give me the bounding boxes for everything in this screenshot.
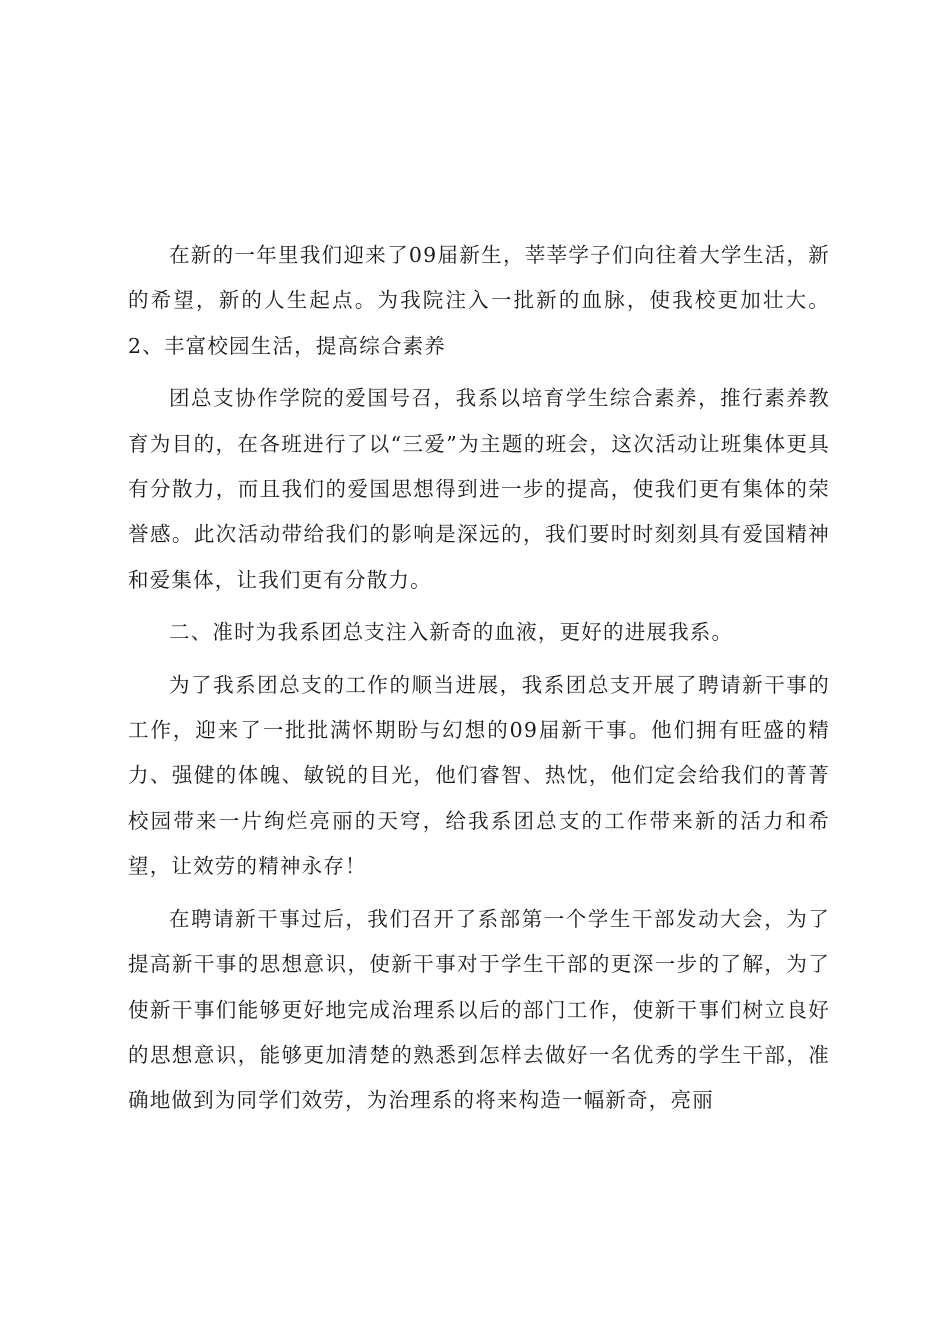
paragraph-new-students: 在新的一年里我们迎来了09届新生，莘莘学子们向往着大学生活，新的希望，新的人生起点。为我院注入一批新的血脉，使我校更加壮大。2、丰富校园生活，提高综合素养 [128, 243, 830, 358]
document-body [128, 233, 830, 1131]
section-heading-new-blood: 二、准时为我系团总支注入新奇的血液，更好的进展我系。 [169, 620, 734, 645]
paragraph-recruit-new-staff: 为了我系团总支的工作的顺当进展，我系团总支开展了聘请新干事的工作，迎来了一批批满怀期盼与幻想的09届新干事。他们拥有旺盛的精力、强健的体魄、敏锐的目光，他们睿智、热忱，他们定会给我们的菁菁校园带来一片绚烂亮丽的天穹，给我系团总支的工作带来新的活力和希望，让效劳的精神永存！ [128, 672, 830, 879]
paragraph-mobilization-meeting: 在聘请新干事过后，我们召开了系部第一个学生干部发动大会，为了提高新干事的思想意识，使新干事对于学生干部的更深一步的了解，为了使新干事们能够更好地完成治理系以后的部门工作，使新干事们树立良好的思想意识，能够更加清楚的熟悉到怎样去做好一名优秀的学生干部，准确地做到为同学们效劳，为治理系的将来构造一幅新奇，亮丽 [128, 906, 830, 1113]
paragraph-patriotic-class-meeting: 团总支协作学院的爱国号召，我系以培育学生综合素养，推行素养教育为目的，在各班进行了以“三爱”为主题的班会，这次活动让班集体更具有分散力，而且我们的爱国思想得到进一步的提高，使我们更有集体的荣誉感。此次活动带给我们的影响是深远的，我们要时时刻刻具有爱国精神和爱集体，让我们更有分散力。 [128, 386, 830, 592]
